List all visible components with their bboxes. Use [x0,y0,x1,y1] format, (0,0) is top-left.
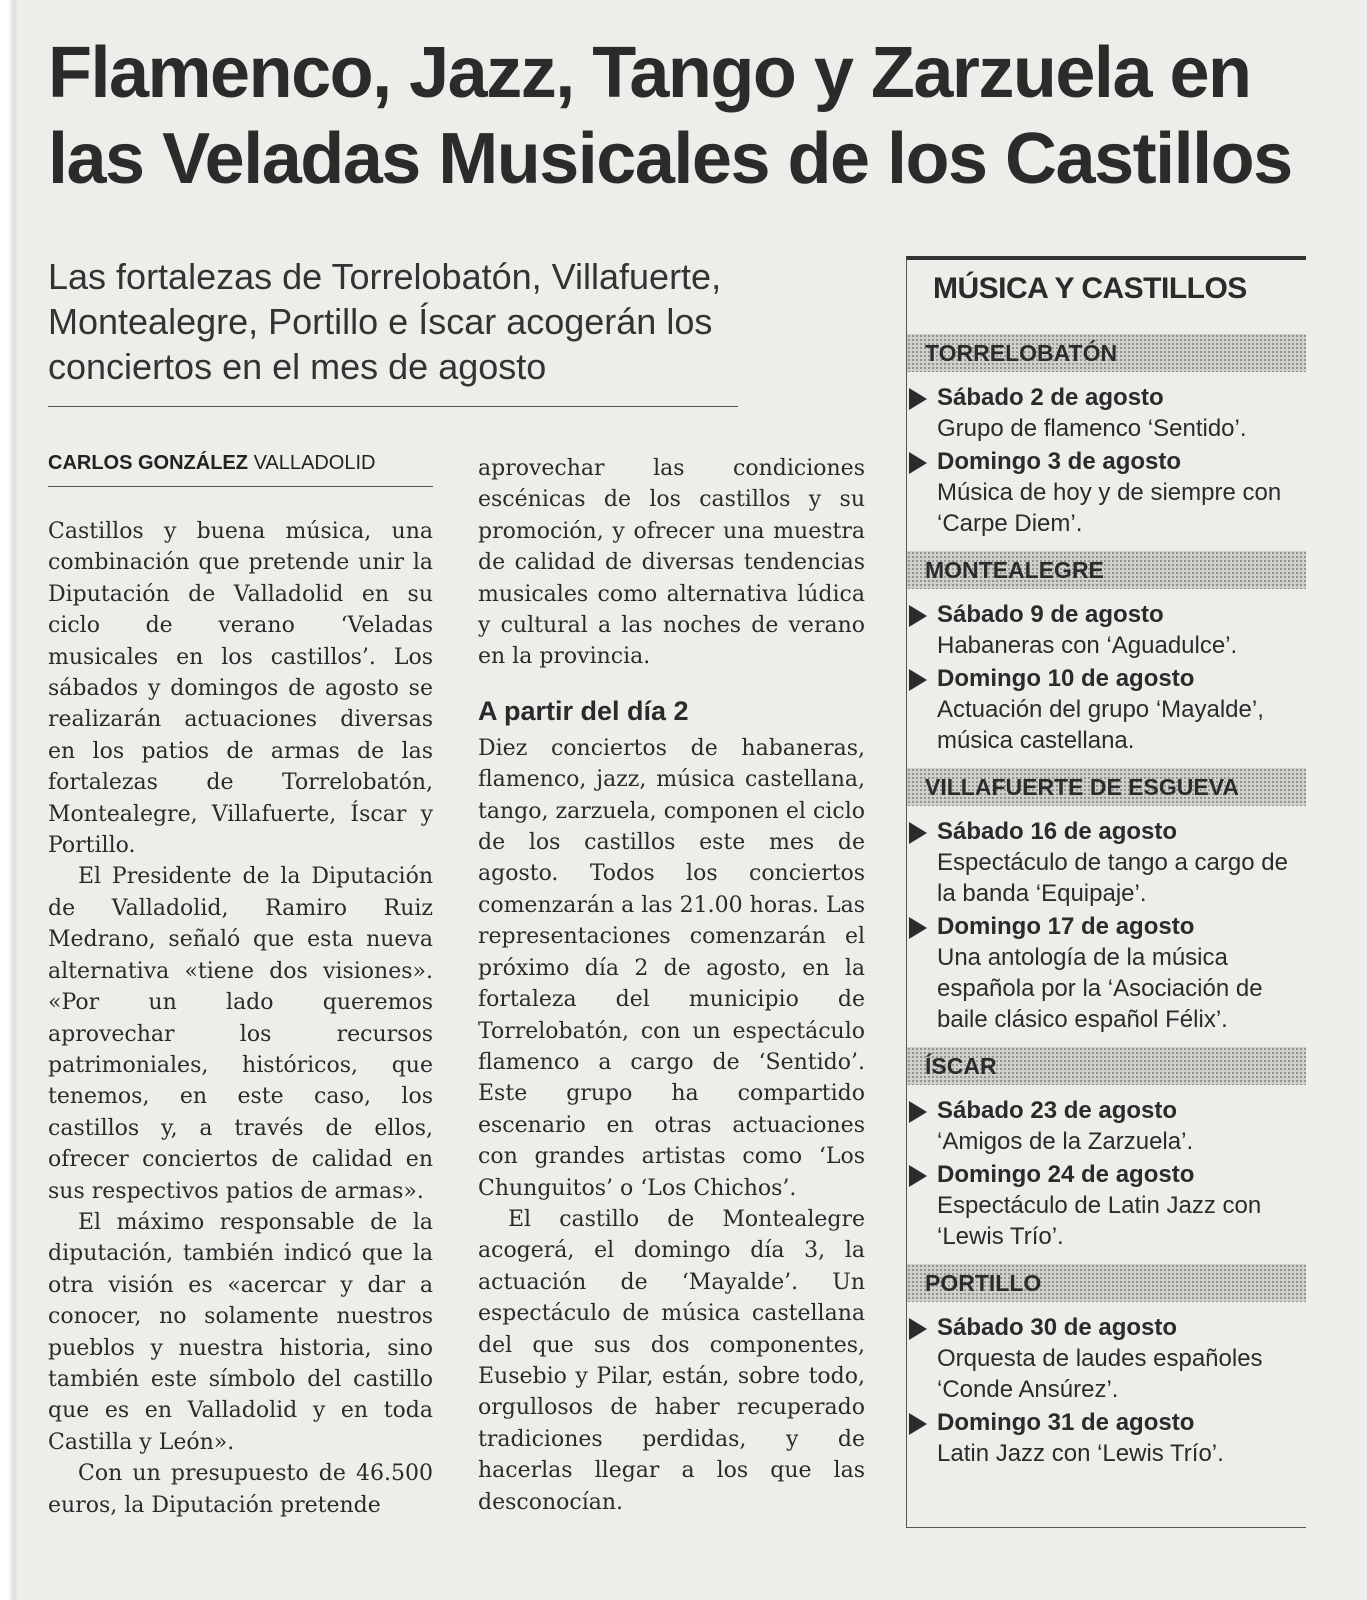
event-item [907,1159,1306,1252]
sidebar-section-villafuerte [907,768,1306,1041]
town-header: ÍSCAR [907,1047,1306,1085]
event-item [907,1095,1306,1157]
subheadline [48,254,868,389]
triangle-bullet-icon [909,1101,927,1123]
headline [48,30,1338,202]
event-date: Domingo 10 de agosto [937,665,1195,692]
triangle-bullet-icon [909,669,927,691]
byline-divider [48,486,433,487]
event-description: Orquesta de laudes españoles ‘Conde Ansúrez’. [937,1345,1263,1403]
event-item [907,599,1306,661]
event-date: Sábado 9 de agosto [937,601,1164,628]
sidebar-section-iscar [907,1047,1306,1258]
byline [48,452,375,475]
sidebar-section-montealegre [907,551,1306,762]
event-item [907,911,1306,1035]
event-item [907,446,1306,539]
byline-location: VALLADOLID [253,452,376,474]
paragraph: El Presidente de la Diputación de Valladolid, Ramiro Ruiz Medrano, señaló que esta nueva alternativa «tiene dos visiones». «Por un lado queremos aprovechar los recursos patrimoniales, históricos, que tenemos, en este caso, los castillos y, a través de ellos, ofrecer conciertos de calidad en sus respectivos patios de armas». [48,864,433,1204]
event-description: Espectáculo de tango a cargo de la banda ‘Equipaje’. [937,849,1288,907]
paragraph: Castillos y buena música, una combinación que pretende unir la Diputación de Valladolid en su ciclo de verano ‘Veladas musicales en los castillos’. Los sábados y domingos de agosto se realizarán actuaciones diversas en los patios de armas de las fortalezas de Torrelobatón, Montealegre, Villafuerte, Íscar y Portillo. [48,519,433,859]
event-date: Domingo 17 de agosto [937,913,1195,940]
page-edge [0,0,18,1600]
event-description: Una antología de la música española por la ‘Asociación de baile clásico español Félix’. [937,944,1263,1033]
event-date: Sábado 16 de agosto [937,818,1178,845]
triangle-bullet-icon [909,388,927,410]
event-date: Domingo 3 de agosto [937,448,1182,475]
town-header: PORTILLO [907,1264,1306,1302]
event-date: Sábado 23 de agosto [937,1097,1178,1124]
article-column-1 [48,516,433,1521]
subhead-divider [48,406,738,407]
subhead-line-2: Montealegre, Portillo e Íscar acogerán los [48,301,713,342]
event-description: ‘Amigos de la Zarzuela’. [937,1128,1194,1155]
event-description: Música de hoy y de siempre con ‘Carpe Diem’. [937,479,1282,537]
sidebar-section-torrelobaton [907,334,1306,545]
event-date: Domingo 31 de agosto [937,1409,1195,1436]
sidebar-section-portillo [907,1264,1306,1475]
byline-author: CARLOS GONZÁLEZ [48,452,248,474]
paragraph: El castillo de Montealegre acogerá, el domingo día 3, la actuación de ‘Mayalde’. Un espectáculo de música castellana del que sus dos componentes, Eusebio y Pilar, están, sobre todo, orgullosos de haber recuperado tradiciones perdidas, y de hacerlas llegar a los que las desconocían. [478,1206,865,1515]
event-item [907,382,1306,444]
triangle-bullet-icon [909,1318,927,1340]
event-item [907,1312,1306,1405]
triangle-bullet-icon [909,822,927,844]
sidebar-music-and-castles [906,256,1306,1528]
triangle-bullet-icon [909,917,927,939]
headline-line-2: las Veladas Musicales de los Castillos [48,119,1292,199]
triangle-bullet-icon [909,452,927,474]
paragraph: Con un presupuesto de 46.500 euros, la Diputación pretende [48,1461,433,1518]
event-date: Domingo 24 de agosto [937,1161,1195,1188]
article-column-2 [478,453,865,1518]
headline-line-1: Flamenco, Jazz, Tango y Zarzuela en [48,33,1251,113]
event-description: Espectáculo de Latin Jazz con ‘Lewis Trío’. [937,1192,1262,1250]
town-header: VILLAFUERTE DE ESGUEVA [907,768,1306,806]
event-description: Grupo de flamenco ‘Sentido’. [937,415,1247,442]
event-date: Sábado 30 de agosto [937,1314,1178,1341]
event-date: Sábado 2 de agosto [937,384,1164,411]
event-item [907,663,1306,756]
sidebar-title: MÚSICA Y CASTILLOS [933,272,1247,305]
event-description: Actuación del grupo ‘Mayalde’, música castellana. [937,696,1264,754]
subhead-line-3: conciertos en el mes de agosto [48,346,547,387]
event-item [907,816,1306,909]
paragraph: aprovechar las condiciones escénicas de los castillos y su promoción, y ofrecer una muestra de calidad de diversas tendencias musicales como alternativa lúdica y cultural a las noches de verano en la provincia. [478,456,865,670]
paragraph: Diez conciertos de habaneras, flamenco, jazz, música castellana, tango, zarzuela, componen el ciclo de los castillos este mes de agosto. Todos los conciertos comenzarán a las 21.00 horas. Las representaciones comenzarán el próximo día 2 de agosto, en la fortaleza del municipio de Torrelobatón, con un espectáculo flamenco a cargo de ‘Sentido’. Este grupo ha compartido escenario en otras actuaciones con grandes artistas como ‘Los Chunguitos’ o ‘Los Chichos’. [478,735,865,1201]
event-description: Latin Jazz con ‘Lewis Trío’. [937,1440,1224,1467]
subhead-line-1: Las fortalezas de Torrelobatón, Villafuerte, [48,256,722,297]
town-header: TORRELOBATÓN [907,334,1306,372]
triangle-bullet-icon [909,605,927,627]
event-description: Habaneras con ‘Aguadulce’. [937,632,1238,659]
event-item [907,1407,1306,1469]
triangle-bullet-icon [909,1165,927,1187]
section-subheading: A partir del día 2 [478,695,689,726]
town-header: MONTEALEGRE [907,551,1306,589]
triangle-bullet-icon [909,1413,927,1435]
paragraph: El máximo responsable de la diputación, también indicó que la otra visión es «acercar y dar a conocer, no solamente nuestros pueblos y nuestra historia, sino también este símbolo del castillo que es en Valladolid y en toda Castilla y León». [48,1209,433,1455]
